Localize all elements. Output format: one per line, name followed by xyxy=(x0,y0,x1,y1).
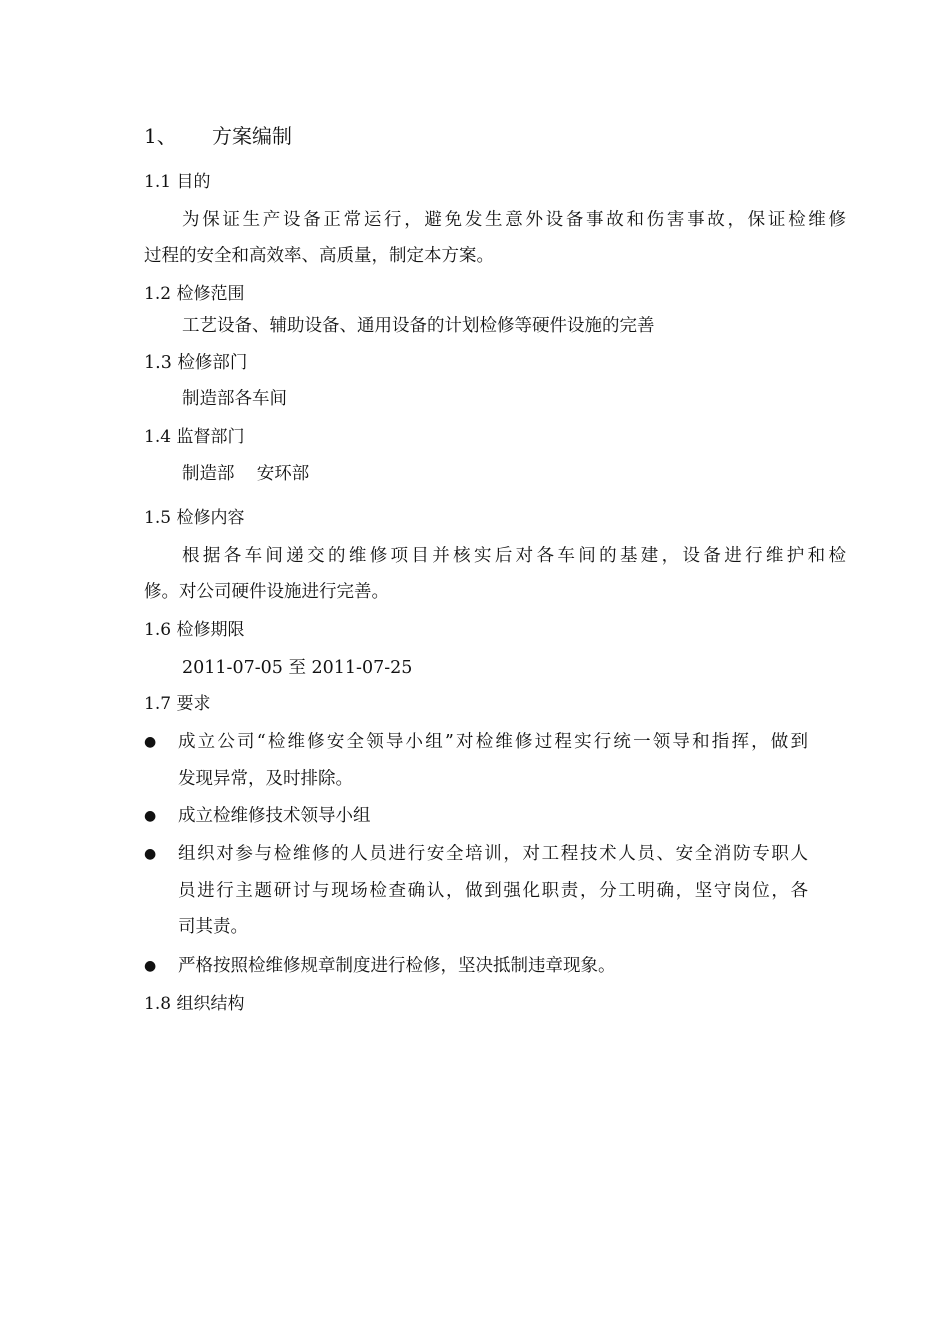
requirement-3-line-3: 司其责。 xyxy=(178,917,248,937)
requirement-3-line-1: 组织对参与检维修的人员进行安全培训，对工程技术人员、安全消防专职人 xyxy=(178,844,808,864)
requirement-3-line-2: 员进行主题研讨与现场检查确认，做到强化职责，分工明确，坚守岗位，各 xyxy=(178,881,808,901)
content-text-line-1: 根据各车间递交的维修项目并核实后对各车间的基建，设备进行维护和检 xyxy=(182,546,846,566)
requirement-1-line-1: 成立公司“检维修安全领导小组”对检维修过程实行统一领导和指挥，做到 xyxy=(178,732,808,752)
purpose-heading: 1.1 目的 xyxy=(144,172,211,192)
scope-text: 工艺设备、辅助设备、通用设备的计划检修等硬件设施的完善 xyxy=(182,316,655,336)
purpose-text-line-2: 过程的安全和高效率、高质量，制定本方案。 xyxy=(144,246,494,266)
requirements-heading: 1.7 要求 xyxy=(144,694,211,714)
period-heading: 1.6 检修期限 xyxy=(144,620,245,640)
content-text-line-2: 修。对公司硬件设施进行完善。 xyxy=(144,582,389,602)
requirement-4-line-1: 严格按照检维修规章制度进行检修，坚决抵制违章现象。 xyxy=(178,956,616,976)
supervision-text: 制造部 安环部 xyxy=(182,464,310,484)
purpose-text-line-1: 为保证生产设备正常运行，避免发生意外设备事故和伤害事故，保证检维修 xyxy=(182,210,846,230)
scope-heading: 1.2 检修范围 xyxy=(144,284,245,304)
requirement-1-line-2: 发现异常，及时排除。 xyxy=(178,769,353,789)
bullet-icon: ● xyxy=(144,846,157,862)
section-heading xyxy=(144,122,808,150)
section-title: 方案编制 xyxy=(212,124,292,148)
content-heading: 1.5 检修内容 xyxy=(144,508,245,528)
department-heading: 1.3 检修部门 xyxy=(144,353,248,373)
department-text: 制造部各车间 xyxy=(182,389,287,409)
requirement-2-line-1: 成立检维修技术领导小组 xyxy=(178,806,371,826)
bullet-icon: ● xyxy=(144,808,157,824)
organization-heading: 1.8 组织结构 xyxy=(144,994,245,1014)
bullet-icon: ● xyxy=(144,958,157,974)
bullet-icon: ● xyxy=(144,734,157,750)
supervision-heading: 1.4 监督部门 xyxy=(144,427,245,447)
section-number: 1、 xyxy=(144,124,177,148)
period-text: 2011-07-05 至 2011-07-25 xyxy=(182,658,413,678)
